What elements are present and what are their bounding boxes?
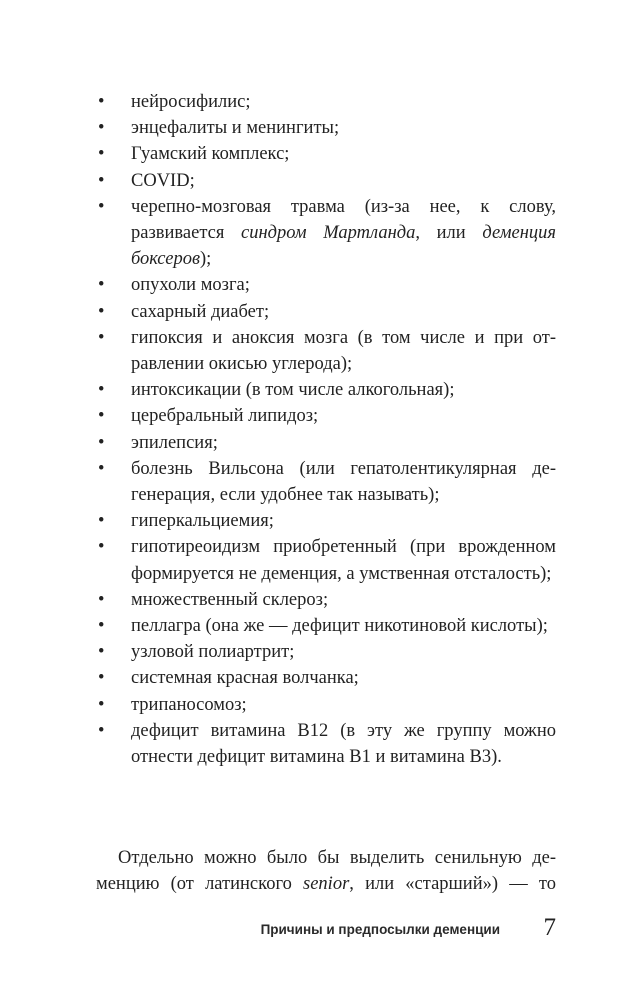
bullet-marker: • xyxy=(98,432,105,453)
text-run: интоксикации (в том числе алкогольная); xyxy=(131,380,455,401)
bullet-marker: • xyxy=(98,92,105,112)
list-item xyxy=(96,168,556,194)
text-run: гиперкальциемия; xyxy=(131,511,274,532)
text-run: нейросифилис; xyxy=(131,92,251,112)
text-run: , или «старший») — то xyxy=(349,874,556,895)
bullet-marker: • xyxy=(98,170,105,191)
list-item-text xyxy=(131,642,294,662)
list-item xyxy=(96,377,556,403)
bullet-marker: • xyxy=(98,301,105,322)
bullet-marker: • xyxy=(98,406,105,427)
chapter-title: Причины и предпосылки деменции xyxy=(260,922,500,937)
text-run: узловой полиартрит; xyxy=(131,642,295,663)
bullet-marker: • xyxy=(98,616,105,637)
list-item-text xyxy=(131,171,195,191)
bullet-marker: • xyxy=(98,275,105,296)
list-item-text xyxy=(131,433,218,453)
italic-term: деменция боксеров xyxy=(131,223,556,270)
list-item xyxy=(96,639,556,665)
text-run: ); xyxy=(199,249,212,270)
list-item xyxy=(96,665,556,691)
list-item-text xyxy=(131,616,548,636)
text-run: трипаносомоз; xyxy=(131,694,247,715)
list-item xyxy=(96,194,556,273)
list-item xyxy=(96,430,556,456)
list-item-text xyxy=(131,511,274,531)
list-item xyxy=(96,89,556,115)
list-item-text xyxy=(131,590,328,610)
list-item-text xyxy=(131,302,269,322)
bullet-marker: • xyxy=(98,144,105,165)
text-run: Отдельно можно было бы выделить сенильную деменцию (от латинского xyxy=(96,848,556,895)
running-footer xyxy=(240,916,558,946)
text-run: множественный склероз; xyxy=(131,589,329,610)
list-item xyxy=(96,141,556,167)
text-run: церебральный липидоз; xyxy=(131,406,319,427)
list-item-text xyxy=(131,144,289,164)
list-item-text xyxy=(131,406,318,426)
text-run: черепно-мозговая травма (из-за нее, к слову, развивается xyxy=(131,196,556,244)
text-run: пеллагра (она же — дефицит никотиновой кислоты); xyxy=(131,616,548,637)
list-item xyxy=(96,613,556,639)
italic-term: senior xyxy=(303,874,350,895)
bullet-marker: • xyxy=(98,537,105,558)
bullet-marker: • xyxy=(98,589,105,610)
text-run: эпилепсия; xyxy=(131,432,218,453)
bullet-marker: • xyxy=(98,380,105,401)
text-run: , или xyxy=(415,223,483,244)
list-item-text xyxy=(131,380,454,400)
bullet-marker: • xyxy=(98,694,105,715)
bullet-marker: • xyxy=(98,118,105,139)
bullet-marker: • xyxy=(98,458,105,479)
list-item xyxy=(96,508,556,534)
list-item-text xyxy=(131,537,556,583)
list-item-text xyxy=(131,328,556,374)
text-run: Гуамский комплекс; xyxy=(131,144,290,165)
list-item-text xyxy=(131,668,359,688)
body-paragraph xyxy=(96,845,556,897)
text-run: COVID; xyxy=(131,170,195,191)
text-run: гипоксия и аноксия мозга (в том числе и при отравлении окисью углерода); xyxy=(131,327,556,375)
italic-term: синдром Мартланда xyxy=(241,223,416,244)
bullet-marker: • xyxy=(98,196,105,217)
list-item xyxy=(96,534,556,586)
bullet-marker: • xyxy=(98,642,105,663)
bullet-marker: • xyxy=(98,668,105,689)
list-item-text xyxy=(131,197,556,269)
text-run: гипотиреоидизм приобретенный (при врожденном формируется не деменция, а умственная отсталость); xyxy=(131,537,556,584)
list-item-text xyxy=(131,118,339,138)
text-run: опухоли мозга; xyxy=(131,275,250,296)
list-item-text xyxy=(131,275,250,295)
list-item-text xyxy=(131,721,556,767)
list-item xyxy=(96,456,556,508)
page-number: 7 xyxy=(543,914,556,941)
bullet-marker: • xyxy=(98,720,105,741)
list-item xyxy=(96,403,556,429)
bullet-marker: • xyxy=(98,327,105,348)
list-item-text xyxy=(131,459,556,505)
list-item xyxy=(96,718,556,770)
text-run: сахарный диабет; xyxy=(131,301,270,322)
list-item xyxy=(96,115,556,141)
text-run: энцефалиты и менингиты; xyxy=(131,118,340,139)
text-run: системная красная волчанка; xyxy=(131,668,359,689)
bullet-marker: • xyxy=(98,511,105,532)
list-item xyxy=(96,587,556,613)
conditions-list xyxy=(96,89,556,770)
list-item xyxy=(96,692,556,718)
text-run: болезнь Вильсона (или гепатолентикулярная дегенерация, если удобнее так называть); xyxy=(131,458,556,506)
list-item xyxy=(96,299,556,325)
list-item xyxy=(96,272,556,298)
list-item-text xyxy=(131,92,250,112)
list-item-text xyxy=(131,695,247,715)
list-item xyxy=(96,325,556,377)
text-run: дефицит витамина В12 (в эту же группу можно отнести дефицит витамина В1 и витамина В3). xyxy=(131,720,556,768)
